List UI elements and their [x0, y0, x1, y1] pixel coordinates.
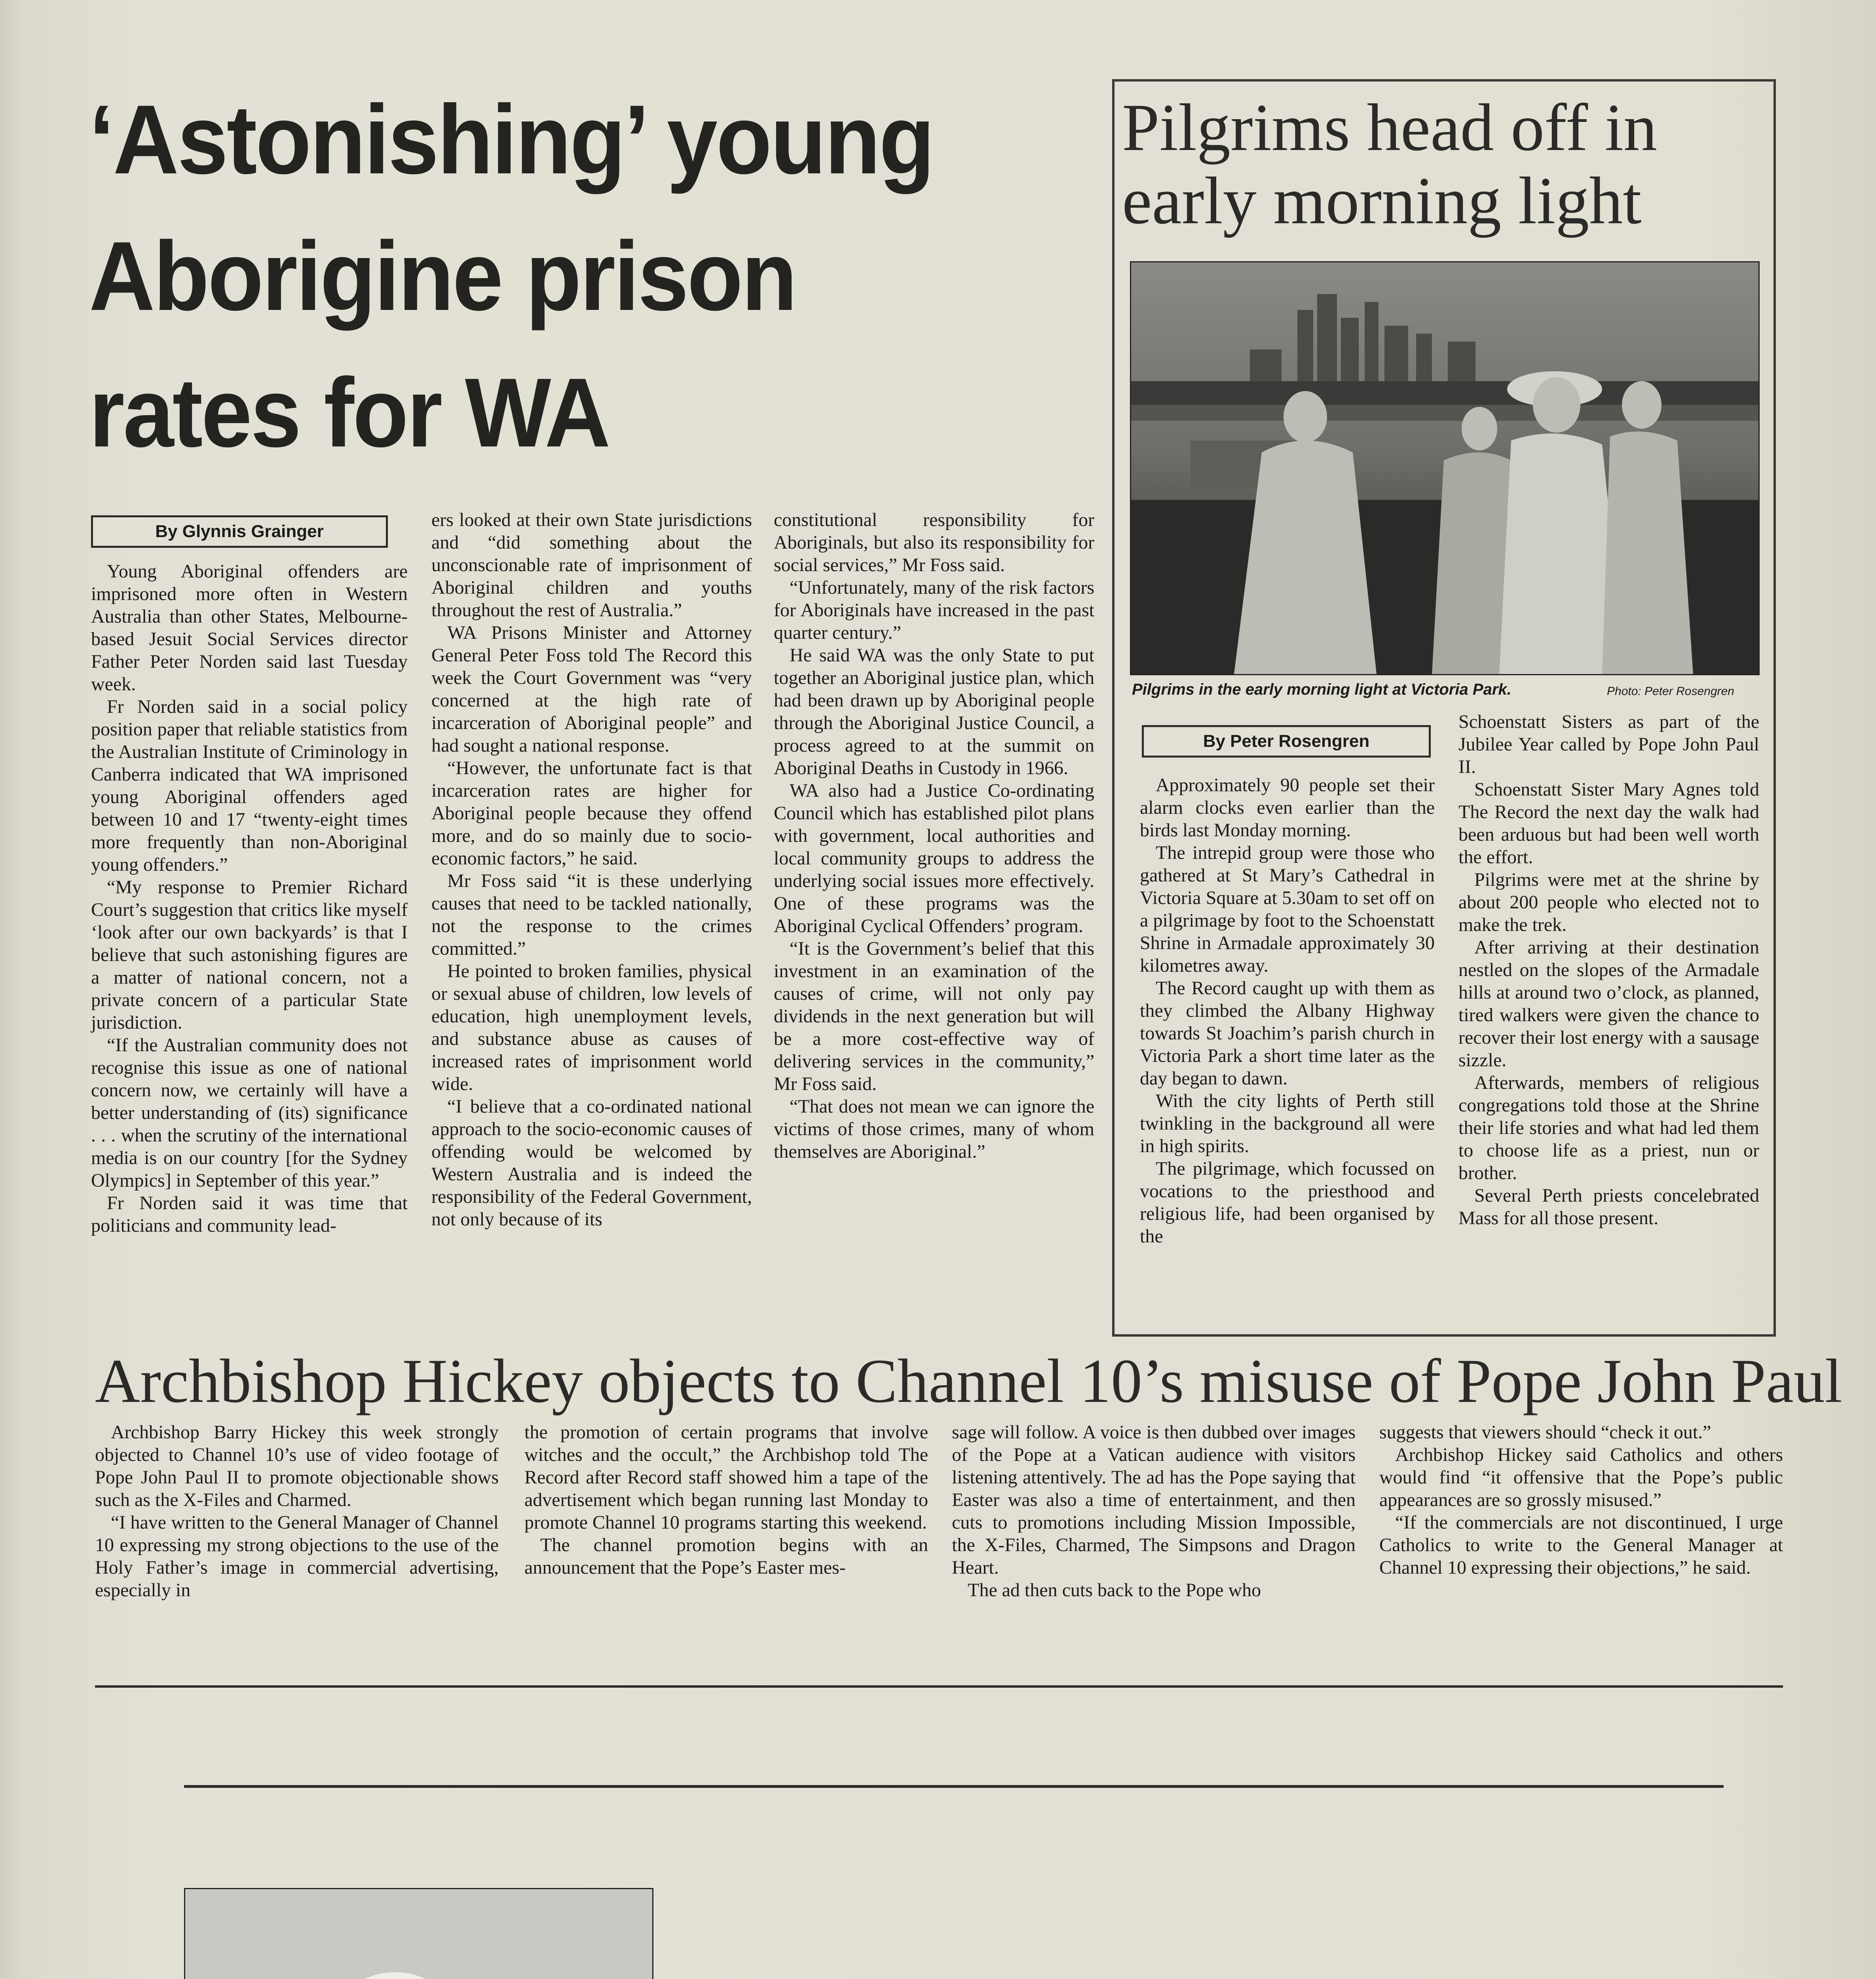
paragraph: the promotion of certain programs that involve witches and the occult,” the Archbishop told The Record after Record staff showed him a tape of the advertisement which began running last Monday to promote Channel 10 programs starting this weekend.	[524, 1422, 928, 1533]
headline-line-3: rates for WA	[89, 357, 609, 467]
pilgrims-headline-line-2: early morning light	[1122, 163, 1642, 238]
photo-caption: Pilgrims in the early morning light at Victoria Park.	[1132, 681, 1511, 698]
paragraph: “I have written to the General Manager of Channel 10 expressing my strong objections to the use of the Holy Father’s image in commercial advertising, especially in	[95, 1512, 499, 1601]
paragraph: sage will follow. A voice is then dubbed over images of the Pope at a Vatican audience with visitors listening attentively. The ad has the Pope saying that Easter was also a time of entertainment, and then cuts to promotions including Mission Impossible, the X-Files, Charmed, The Simpsons and Dragon Heart.	[952, 1422, 1356, 1578]
archbishop-headline: Archbishop Hickey objects to Channel 10’s misuse of Pope John Paul	[95, 1347, 1842, 1416]
pilgrims-headline	[1122, 91, 1763, 237]
section-divider	[95, 1685, 1783, 1688]
advert-top-rule	[184, 1785, 1724, 1788]
pilgrims-headline-line-1: Pilgrims head off in	[1122, 90, 1658, 165]
paragraph: “I believe that a co-ordinated national approach to the socio-economic causes of offending would be welcomed by Western Australia and is indeed the responsibility of the Federal Government, not only because of its	[431, 1096, 752, 1230]
paragraph: The ad then cuts back to the Pope who	[968, 1580, 1261, 1601]
paragraph: “If the commercials are not discontinued, I urge Catholics to write to the General Manager at Channel 10 expressing their objections,” he said.	[1379, 1512, 1783, 1578]
paragraph: The channel promotion begins with an announcement that the Pope’s Easter mes-	[524, 1535, 928, 1578]
paragraph: Approximately 90 people set their alarm clocks even earlier than the birds last Monday morning.	[1140, 775, 1435, 841]
paragraph: Archbishop Barry Hickey this week strongly objected to Channel 10’s use of video footage of Pope John Paul II to promote objectionable shows such as the X-Files and Charmed.	[95, 1422, 499, 1510]
advert-photo	[184, 1888, 653, 1979]
pilgrims-photo-image	[1131, 262, 1758, 674]
paragraph: “It is the Government’s belief that this investment in an examination of the causes of crime, will not only pay dividends in the next generation but will be a more cost-effective way of delivering services in the community,” Mr Foss said.	[774, 938, 1094, 1094]
story2-column-2	[1458, 710, 1759, 1229]
paragraph: WA Prisons Minister and Attorney General Peter Foss told The Record this week the Court Government was “very concerned at the high rate of incarceration of Aboriginal people” and had sought a national response.	[431, 622, 752, 756]
paragraph: WA also had a Justice Co-ordinating Council which has established pilot plans with government, local authorities and local community groups to address the underlying social issues more effectively. One of these programs was the Aboriginal Cyclical Offenders’ program.	[774, 780, 1094, 936]
story3-column-3	[952, 1421, 1356, 1601]
paragraph: After arriving at their destination nestled on the slopes of the Armadale hills at around two o’clock, as planned, tired walkers were given the chance to recover their lost energy with a sausage sizzle.	[1458, 937, 1759, 1071]
paragraph: With the city lights of Perth still twinkling in the background all were in high spirits.	[1140, 1090, 1435, 1157]
paragraph: Afterwards, members of religious congregations told those at the Shrine their life stories and what had led them to choose life as a priest, nun or brother.	[1458, 1072, 1759, 1183]
paragraph: The intrepid group were those who gathered at St Mary’s Cathedral in Victoria Square at 5.30am to set off on a pilgrimage by foot to the Schoenstatt Shrine in Armadale approximately 30 kilometres away.	[1140, 842, 1435, 976]
story1-byline: By Glynnis Grainger	[91, 515, 388, 548]
paragraph: He pointed to broken families, physical or sexual abuse of children, low levels of education, high unemployment levels, and substance abuse as causes of increased rates of imprisonment world wide.	[431, 961, 752, 1094]
paragraph: “If the Australian community does not recognise this issue as one of national concern now, we certainly will have a better understanding of (its) significance . . . when the scrutiny of the international media is on our country [for the Sydney Olympics] in September of this year.”	[91, 1035, 408, 1191]
paragraph: Mr Foss said “it is these underlying causes that need to be tackled nationally, not the response to the crimes committed.”	[431, 870, 752, 959]
paragraph: Schoenstatt Sisters as part of the Jubilee Year called by Pope John Paul II.	[1458, 711, 1759, 777]
paragraph: The pilgrimage, which focussed on vocations to the priesthood and religious life, had been organised by the	[1140, 1158, 1435, 1247]
advert-photo-image	[185, 1889, 652, 1979]
headline-line-2: Aborigine prison	[89, 221, 796, 331]
photo-credit: Photo: Peter Rosengren	[1607, 685, 1734, 698]
paragraph: “My response to Premier Richard Court’s suggestion that critics like myself ‘look after our own backyards’ is that I believe that such astonishing figures are a matter of national concern, not a private concern of a particular State jurisdiction.	[91, 877, 408, 1033]
story2-column-1	[1140, 774, 1435, 1248]
main-headline	[89, 71, 1031, 481]
paragraph: ers looked at their own State jurisdictions and “did something about the unconscionable rate of imprisonment of Aboriginal children and youths throughout the rest of Australia.”	[431, 509, 752, 621]
paragraph: Archbishop Hickey said Catholics and others would find “it offensive that the Pope’s public appearances are so grossly misused.”	[1379, 1444, 1783, 1510]
paragraph: suggests that viewers should “check it out.”	[1379, 1422, 1711, 1443]
paragraph: Pilgrims were met at the shrine by about 200 people who elected not to make the trek.	[1458, 869, 1759, 935]
paragraph: Fr Norden said it was time that politicians and community lead-	[91, 1193, 408, 1236]
story3-column-2	[524, 1421, 928, 1579]
paragraph: “However, the unfortunate fact is that incarceration rates are higher for Aboriginal people because they offend more, and do so mainly due to socio-economic factors,” he said.	[431, 758, 752, 869]
paragraph: Schoenstatt Sister Mary Agnes told The Record the next day the walk had been arduous but had been well worth the effort.	[1458, 779, 1759, 868]
story3-column-4	[1379, 1421, 1783, 1579]
paragraph: Young Aboriginal offenders are imprisoned more often in Western Australia than other States, Melbourne-based Jesuit Social Services director Father Peter Norden said last Tuesday week.	[91, 561, 408, 695]
story2-byline: By Peter Rosengren	[1142, 725, 1431, 758]
story1-column-3	[774, 509, 1094, 1163]
pilgrims-photo	[1130, 261, 1760, 675]
headline-line-1: ‘Astonishing’ young	[89, 84, 934, 194]
story1-column-1	[91, 560, 408, 1237]
paragraph: “That does not mean we can ignore the victims of those crimes, many of whom themselves are Aboriginal.”	[774, 1096, 1094, 1162]
paragraph: Several Perth priests concelebrated Mass for all those present.	[1458, 1185, 1759, 1229]
story1-column-2	[431, 509, 752, 1231]
paragraph: constitutional responsibility for Aboriginals, but also its responsibility for social services,” Mr Foss said.	[774, 509, 1094, 575]
story3-column-1	[95, 1421, 499, 1601]
paragraph: He said WA was the only State to put together an Aboriginal justice plan, which had been drawn up by Aboriginal people through the Aboriginal Justice Council, a process agreed to at the summit on Aboriginal Deaths in Custody in 1966.	[774, 645, 1094, 779]
paragraph: “Unfortunately, many of the risk factors for Aboriginals have increased in the past quarter century.”	[774, 577, 1094, 643]
paragraph: Fr Norden said in a social policy position paper that reliable statistics from the Australian Institute of Criminology in Canberra indicated that WA imprisoned young Aboriginal offenders aged between 10 and 17 “twenty-eight times more frequently than non-Aboriginal young offenders.”	[91, 696, 408, 875]
paragraph: The Record caught up with them as they climbed the Albany Highway towards St Joachim’s parish church in Victoria Park a short time later as the day began to dawn.	[1140, 978, 1435, 1089]
